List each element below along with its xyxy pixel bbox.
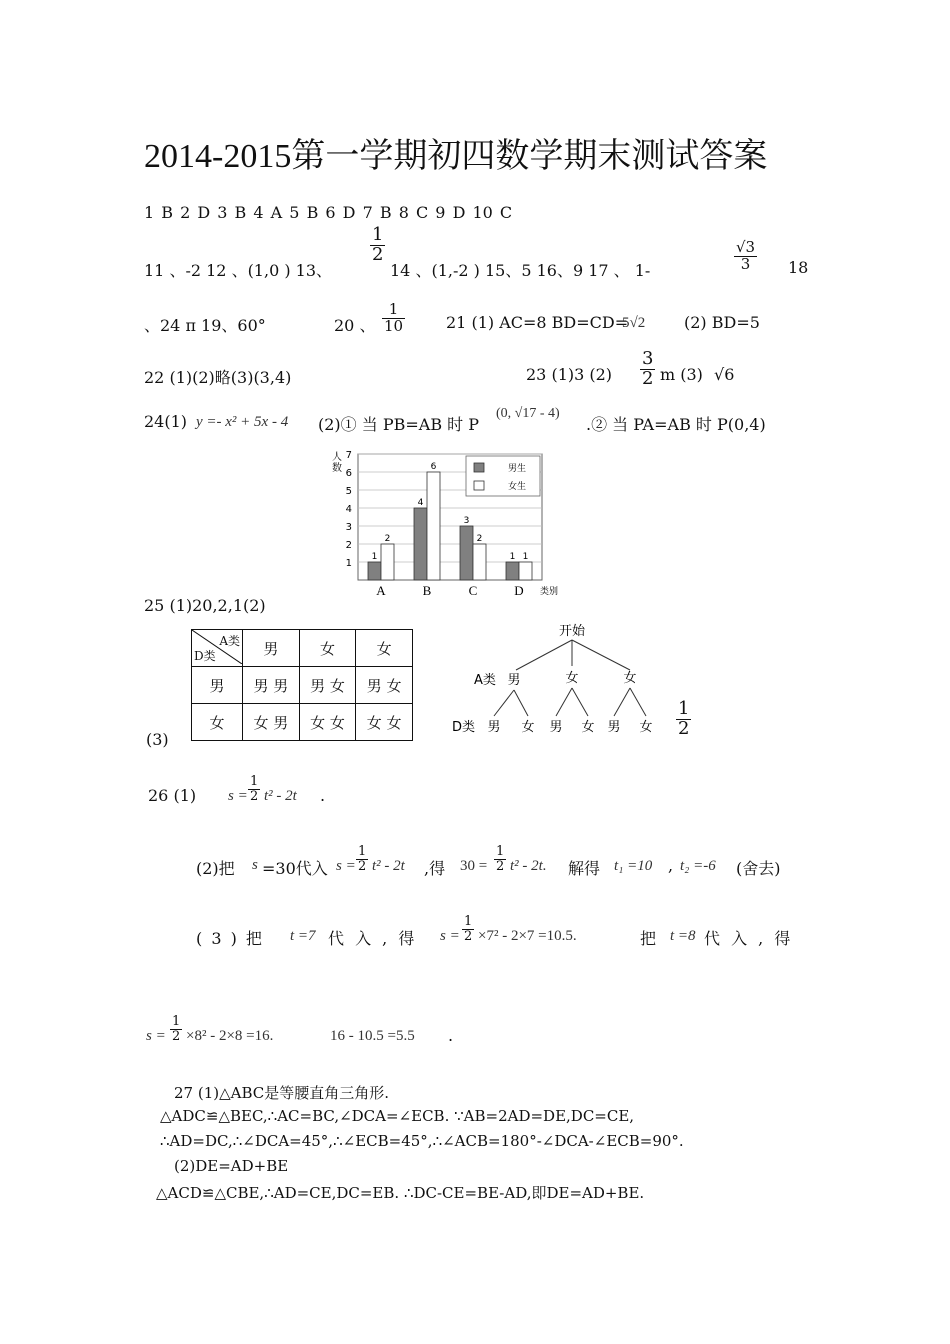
q26-2-30: 30 = <box>460 858 488 874</box>
table-header-cell: 女 <box>356 630 413 667</box>
tree-node: 女 <box>623 671 637 686</box>
q27-line: 27 (1)△ABC是等腰直角三角形. <box>174 1084 390 1102</box>
tree-leaf: 男 <box>487 720 501 735</box>
fraction-20 <box>382 302 405 335</box>
row2-text-c: 18 <box>788 258 809 277</box>
q26-3-label: ( 3 ) 把 <box>196 929 262 948</box>
table-row <box>192 667 413 704</box>
q27-line: ∴AD=DC,∴∠DCA=45°,∴∠ECB=45°,∴∠ACB=180°-∠DCA-∠ECB=90°. <box>160 1132 684 1150</box>
q26-3-diff: 16 - 10.5 =5.5 <box>330 1028 415 1044</box>
data-label: 1 <box>522 552 529 562</box>
half-num: 1 <box>250 774 259 789</box>
corner-top-label: A类 <box>219 634 240 648</box>
fraction-20-num: 1 <box>382 302 405 319</box>
row5-text-a: 24(1) <box>144 412 188 431</box>
tree-leaf: 女 <box>581 720 595 735</box>
q26-3-expr2: ×8² - 2×8 =16. <box>186 1028 274 1044</box>
table-cell: 女 女 <box>356 704 413 741</box>
tree-diagram <box>448 620 678 745</box>
half-den: 2 <box>172 1028 181 1044</box>
fraction-23 <box>640 350 655 389</box>
half-num: 1 <box>172 1014 181 1029</box>
half-fraction <box>248 775 260 803</box>
tree-start: 开始 <box>558 624 586 639</box>
q27-line: (2)DE=AD+BE <box>174 1157 289 1175</box>
tree-d-label: D类 <box>452 720 476 735</box>
tree-leaf: 男 <box>607 720 621 735</box>
q27-line: △ADC≌△BEC,∴AC=BC,∠DCA=∠ECB. ∵AB=2AD=DE,DC=CE, <box>160 1107 635 1125</box>
q26-3-dot: . <box>448 1026 454 1045</box>
q26-3-expr: ×7² - 2×7 =10.5. <box>478 928 577 944</box>
q26-2-comma: , <box>668 856 674 875</box>
half-den: 2 <box>358 858 367 874</box>
fraction-20-den: 10 <box>384 316 404 335</box>
table-cell: 女 女 <box>299 704 356 741</box>
q26-2-t1: t₁ =10 <box>614 858 653 874</box>
fraction-13 <box>370 226 385 265</box>
answer-25: 25 (1)20,2,1(2) <box>144 596 266 615</box>
half-fraction <box>170 1015 182 1043</box>
answer-25-3: (3) <box>146 730 169 749</box>
tree-a-label: A类 <box>474 673 496 688</box>
corner-bottom-label: D类 <box>194 649 216 663</box>
table-corner <box>192 630 243 667</box>
half-den: 2 <box>496 858 505 874</box>
x-tick-label: B <box>422 583 432 598</box>
q26-3-t7: t =7 <box>290 928 316 944</box>
half-den: 2 <box>250 788 259 804</box>
bar-female <box>427 472 440 580</box>
table-cell: 女 男 <box>243 704 300 741</box>
legend-swatch <box>474 463 484 472</box>
fraction-17-num: √3 <box>736 238 756 256</box>
fraction-17-den: 3 <box>740 254 751 273</box>
row3-text-d: 5√2 <box>622 315 646 331</box>
row5-text-e: .② 当 PA=AB 时 P(0,4) <box>586 415 766 434</box>
outcome-table <box>191 629 413 741</box>
bar-female <box>519 562 532 580</box>
table-cell: 女 <box>192 704 243 741</box>
q26-3-s2: s = <box>146 1028 166 1044</box>
row2-text-a: 11 、-2 12 、(1,0 ) 13、 <box>144 261 333 280</box>
fraction-23-den: 2 <box>642 367 654 389</box>
q26-1-label: 26 (1) <box>148 786 197 805</box>
y-tick-label: 2 <box>345 540 352 551</box>
data-label: 2 <box>384 534 391 544</box>
page-title: 2014-2015第一学期初四数学期末测试答案 <box>144 138 768 175</box>
fraction-17 <box>734 240 757 273</box>
row4-text-b: 23 (1)3 (2) <box>526 365 613 384</box>
q26-2-t2: t₂ =-6 <box>680 858 716 874</box>
x-axis-label: 类别 <box>540 587 559 597</box>
x-tick-label: D <box>514 583 524 598</box>
x-tick-label: C <box>468 583 478 598</box>
bar-male <box>460 526 473 580</box>
bar-female <box>473 544 486 580</box>
bar-male <box>368 562 381 580</box>
fraction-13-num: 1 <box>372 224 384 245</box>
y-tick-label: 6 <box>345 468 352 479</box>
q26-2-solve: 解得 <box>568 859 601 878</box>
row5-text-c: (2)① 当 PB=AB 时 P <box>318 415 480 434</box>
data-label: 6 <box>430 462 437 472</box>
y-axis-label: 人 <box>332 452 342 463</box>
q26-2-expr: t² - 2t <box>372 858 405 874</box>
point-p: (0, √17 - 4) <box>496 406 560 421</box>
table-cell: 男 <box>192 667 243 704</box>
row3-text-a: 、24 π 19、60° <box>144 316 266 335</box>
equation-24: y =- x² + 5x - 4 <box>196 414 289 430</box>
tree-leaf: 男 <box>549 720 563 735</box>
table-cell: 男 女 <box>356 667 413 704</box>
q26-2-label: (2)把 <box>196 859 235 878</box>
row3-text-e: (2) BD=5 <box>684 313 760 332</box>
half-den: 2 <box>464 928 473 944</box>
fraction-25-num: 1 <box>678 698 690 719</box>
data-label: 1 <box>371 552 378 562</box>
q26-1-expr: t² - 2t <box>264 788 297 804</box>
q26-2-s2: s = <box>336 858 356 874</box>
q26-2-de: ,得 <box>424 859 446 878</box>
q26-2-sub: =30代入 <box>262 859 328 878</box>
fraction-13-den: 2 <box>372 243 384 265</box>
y-tick-label: 3 <box>345 522 352 533</box>
row4-text-d: √6 <box>714 365 735 384</box>
legend-label: 女生 <box>508 482 527 492</box>
q26-1-dot: . <box>320 786 326 805</box>
bar-chart <box>322 446 572 616</box>
data-label: 2 <box>476 534 483 544</box>
q26-2-s: s <box>252 857 258 873</box>
legend-swatch <box>474 481 484 490</box>
fraction-25 <box>676 700 691 739</box>
legend-label: 男生 <box>508 464 527 474</box>
x-tick-label: A <box>376 583 386 598</box>
q26-2-reject: (舍去) <box>736 859 781 878</box>
fraction-23-num: 3 <box>642 348 654 369</box>
data-label: 4 <box>417 498 424 508</box>
half-num: 1 <box>496 844 505 859</box>
fraction-25-den: 2 <box>678 717 690 739</box>
row2-text-b: 14 、(1,-2 ) 15、5 16、9 17 、 1- <box>390 261 651 280</box>
q26-3-sub2: 代 入 , 得 <box>704 929 791 948</box>
bar-female <box>381 544 394 580</box>
bar-male <box>506 562 519 580</box>
y-tick-label: 4 <box>345 504 352 515</box>
q27-line: △ACD≌△CBE,∴AD=CE,DC=EB. ∴DC-CE=BE-AD,即DE=AD+BE. <box>156 1184 645 1202</box>
tree-node: 女 <box>565 671 579 686</box>
q26-3-ba: 把 <box>640 929 657 948</box>
row3-text-b: 20 、 <box>334 316 376 335</box>
answers-11-17 <box>144 258 332 281</box>
table-row <box>192 704 413 741</box>
row4-text-a: 22 (1)(2)略(3)(3,4) <box>144 368 292 387</box>
q26-3-sub: 代 入 , 得 <box>328 929 415 948</box>
row4-text-c: m (3) <box>660 365 703 384</box>
q26-2-expr2: t² - 2t. <box>510 858 547 874</box>
table-header-cell: 男 <box>243 630 300 667</box>
table-row <box>192 630 413 667</box>
data-label: 1 <box>509 552 516 562</box>
half-num: 1 <box>358 844 367 859</box>
tree-node: 男 <box>507 673 521 688</box>
q26-3-t8: t =8 <box>670 928 696 944</box>
half-fraction <box>462 915 474 943</box>
half-fraction <box>494 845 506 873</box>
y-tick-label: 5 <box>345 486 352 497</box>
bar-male <box>414 508 427 580</box>
tree-leaf: 女 <box>521 720 535 735</box>
table-header-cell: 女 <box>299 630 356 667</box>
tree-leaf: 女 <box>639 720 653 735</box>
q26-1-s: s = <box>228 788 248 804</box>
half-fraction <box>356 845 368 873</box>
y-tick-label: 1 <box>345 558 352 569</box>
table-cell: 男 男 <box>243 667 300 704</box>
y-tick-label: 7 <box>345 450 352 461</box>
half-num: 1 <box>464 914 473 929</box>
row3-text-c: 21 (1) AC=8 BD=CD= <box>446 313 629 332</box>
data-label: 3 <box>463 516 470 526</box>
q26-3-s: s = <box>440 928 460 944</box>
table-cell: 男 女 <box>299 667 356 704</box>
answers-1-10: 1 B 2 D 3 B 4 A 5 B 6 D 7 B 8 C 9 D 10 C <box>144 203 513 222</box>
y-axis-label: 数 <box>332 463 342 474</box>
